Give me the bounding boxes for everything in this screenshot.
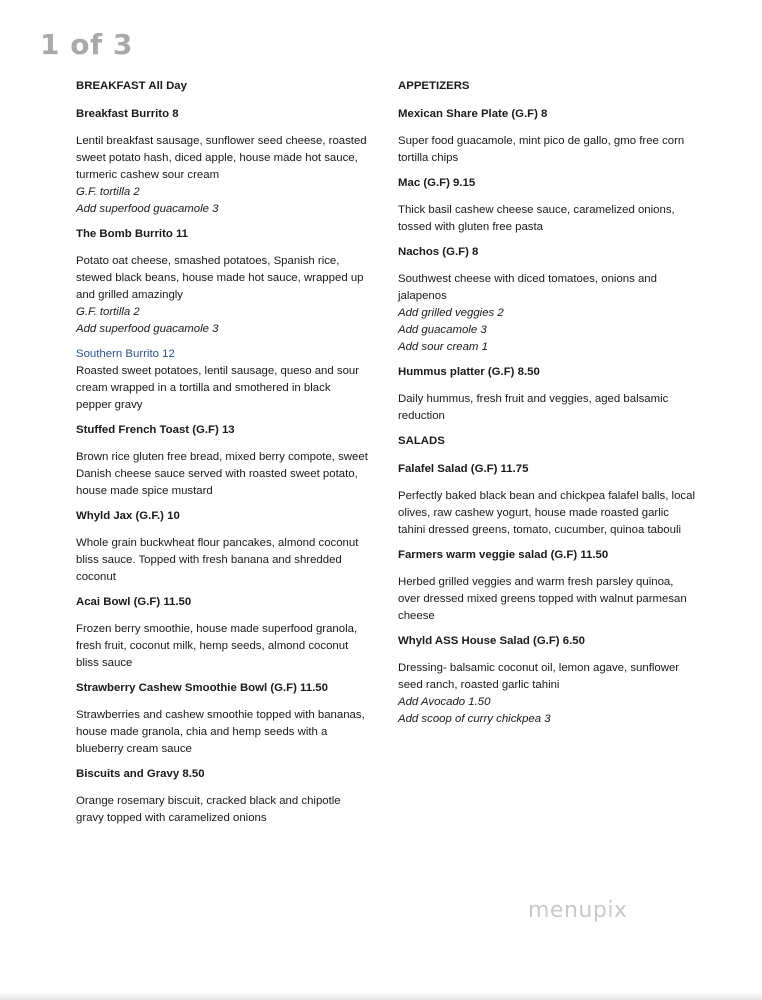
item-description: Roasted sweet potatoes, lentil sausage, queso and sour cream wrapped in a tortilla and smothered in black pepper gravy xyxy=(76,365,360,411)
menu-item xyxy=(76,594,368,672)
item-name: Nachos (G.F) 8 xyxy=(398,246,479,258)
menu-item xyxy=(398,461,698,539)
menu-item xyxy=(76,346,368,414)
item-description: Thick basil cashew cheese sauce, caramelized onions, tossed with gluten free pasta xyxy=(398,204,675,233)
item-name: Farmers warm veggie salad (G.F) 11.50 xyxy=(398,549,609,561)
section-title-salads: SALADS xyxy=(398,435,445,447)
page-bottom-edge xyxy=(0,992,762,1000)
item-note: Add scoop of curry chickpea 3 xyxy=(398,713,551,725)
item-description: Perfectly baked black bean and chickpea falafel balls, local olives, raw cashew yogurt, house made roasted garlic tahini dressed greens, tomato, cucumber, quinoa tabouli xyxy=(398,490,695,536)
watermark-logo: menupix xyxy=(528,898,628,923)
item-name: Mac (G.F) 9.15 xyxy=(398,177,476,189)
item-description: Southwest cheese with diced tomatoes, onions and jalapenos xyxy=(398,273,657,302)
item-name: Hummus platter (G.F) 8.50 xyxy=(398,366,540,378)
item-description: Super food guacamole, mint pico de gallo, gmo free corn tortilla chips xyxy=(398,135,685,164)
item-name: Acai Bowl (G.F) 11.50 xyxy=(76,596,192,608)
menu-item xyxy=(76,106,368,218)
menu-item xyxy=(76,226,368,338)
item-description: Whole grain buckwheat flour pancakes, almond coconut bliss sauce. Topped with fresh banana and shredded coconut xyxy=(76,537,359,583)
section-title-appetizers: APPETIZERS xyxy=(398,80,470,92)
menu-item xyxy=(398,364,698,425)
item-description: Lentil breakfast sausage, sunflower seed cheese, roasted sweet potato hash, diced apple, house made hot sauce, turmeric cashew sour cream xyxy=(76,135,367,181)
item-name: Falafel Salad (G.F) 11.75 xyxy=(398,463,529,475)
menu-item xyxy=(398,547,698,625)
item-name: The Bomb Burrito 11 xyxy=(76,228,189,240)
item-description: Potato oat cheese, smashed potatoes, Spanish rice, stewed black beans, house made hot sauce, wrapped up and grilled amazingly xyxy=(76,255,364,301)
item-note: Add superfood guacamole 3 xyxy=(76,323,219,335)
appetizers-salads-column xyxy=(398,78,698,736)
item-name: Strawberry Cashew Smoothie Bowl (G.F) 11.50 xyxy=(76,682,328,694)
item-note: Add superfood guacamole 3 xyxy=(76,203,219,215)
item-note: G.F. tortilla 2 xyxy=(76,306,140,318)
menu-item xyxy=(398,244,698,356)
item-name: Southern Burrito 12 xyxy=(76,348,175,360)
item-description: Frozen berry smoothie, house made superfood granola, fresh fruit, coconut milk, hemp seeds, almond coconut bliss sauce xyxy=(76,623,358,669)
menu-item xyxy=(76,422,368,500)
item-name: Whyld Jax (G.F.) 10 xyxy=(76,510,180,522)
section-title-breakfast: BREAKFAST All Day xyxy=(76,80,187,92)
menu-item xyxy=(398,175,698,236)
menu-item xyxy=(76,766,368,827)
item-name: Whyld ASS House Salad (G.F) 6.50 xyxy=(398,635,585,647)
item-description: Orange rosemary biscuit, cracked black and chipotle gravy topped with caramelized onions xyxy=(76,795,341,824)
menu-item xyxy=(76,508,368,586)
item-note: Add grilled veggies 2 xyxy=(398,307,504,319)
item-name: Stuffed French Toast (G.F) 13 xyxy=(76,424,235,436)
menu-item xyxy=(398,633,698,728)
item-note: Add sour cream 1 xyxy=(398,341,488,353)
item-name: Mexican Share Plate (G.F) 8 xyxy=(398,108,548,120)
item-description: Brown rice gluten free bread, mixed berry compote, sweet Danish cheese sauce served with roasted sweet potato, house made spice mustard xyxy=(76,451,368,497)
item-name: Breakfast Burrito 8 xyxy=(76,108,179,120)
item-description: Herbed grilled veggies and warm fresh parsley quinoa, over dressed mixed greens topped with walnut parmesan cheese xyxy=(398,576,687,622)
item-description: Dressing- balsamic coconut oil, lemon agave, sunflower seed ranch, roasted garlic tahini xyxy=(398,662,680,691)
breakfast-column xyxy=(76,78,368,835)
item-note: Add Avocado 1.50 xyxy=(398,696,491,708)
menu-item xyxy=(398,106,698,167)
menu-item xyxy=(76,680,368,758)
item-description: Strawberries and cashew smoothie topped with bananas, house made granola, chia and hemp seeds with a blueberry cream sauce xyxy=(76,709,365,755)
item-note: G.F. tortilla 2 xyxy=(76,186,140,198)
item-note: Add guacamole 3 xyxy=(398,324,487,336)
page-counter: 1 of 3 xyxy=(40,28,133,61)
item-name: Biscuits and Gravy 8.50 xyxy=(76,768,205,780)
item-description: Daily hummus, fresh fruit and veggies, aged balsamic reduction xyxy=(398,393,669,422)
